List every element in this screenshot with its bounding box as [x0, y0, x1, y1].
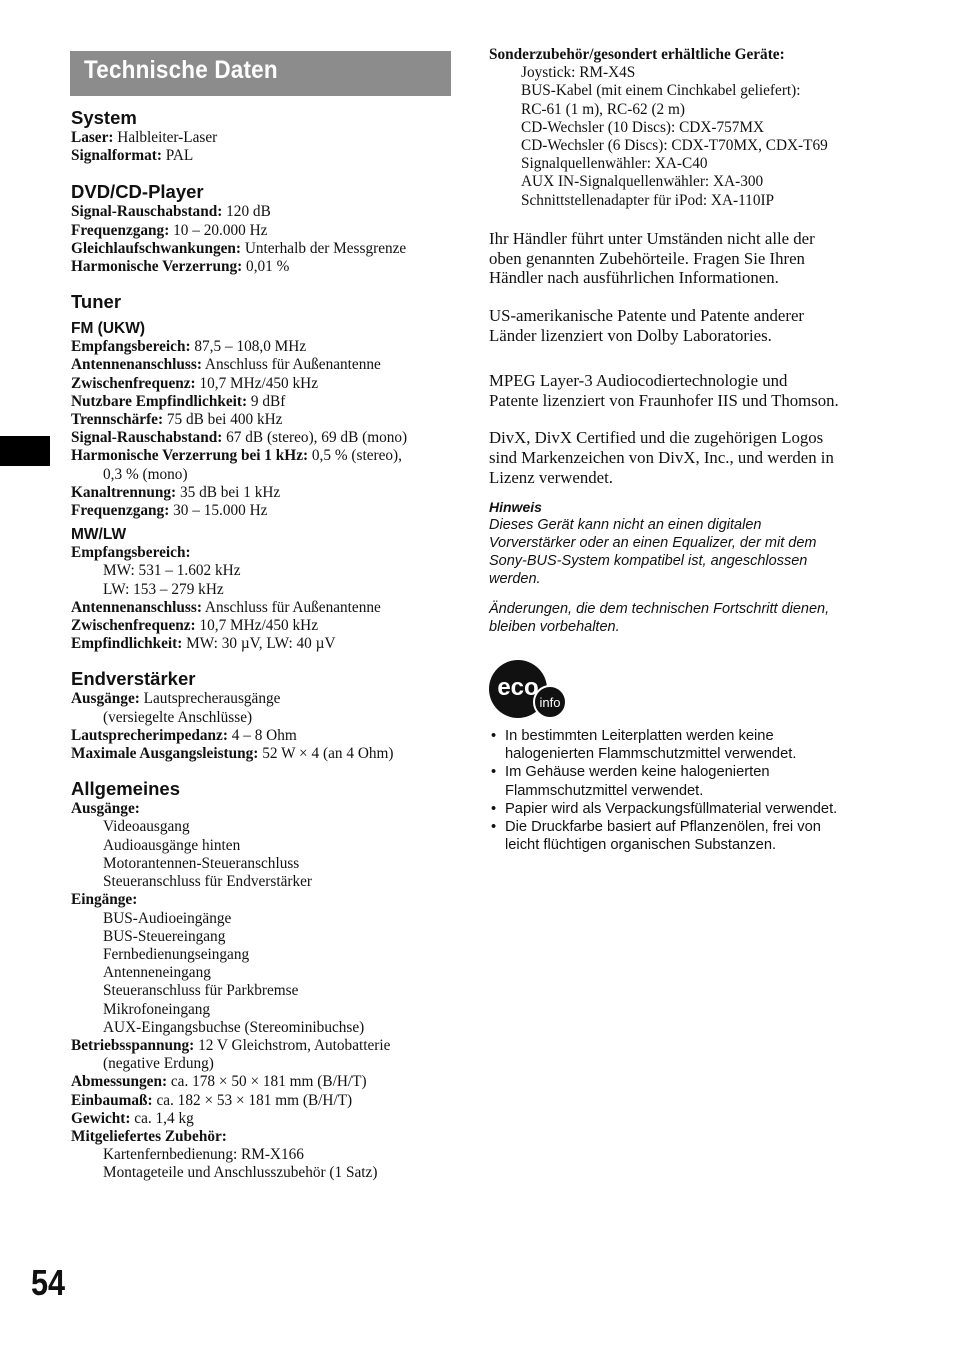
spec-line	[71, 727, 461, 745]
spec-value: Audioausgänge hinten	[103, 836, 241, 854]
eco-info-logo	[489, 658, 569, 722]
eco-logo-subtext: info	[539, 695, 561, 710]
spec-value: 52 W × 4 (an 4 Ohm)	[258, 745, 394, 763]
spec-line	[71, 818, 461, 836]
spec-key: Ausgänge:	[71, 690, 140, 708]
spec-key: Kanaltrennung:	[71, 483, 177, 501]
spec-value: AUX-Eingangsbuchse (Stereominibuchse)	[103, 1018, 365, 1036]
section-heading: System	[71, 107, 137, 128]
spec-key: Abmessungen:	[71, 1073, 168, 1091]
spec-key: Zwischenfrequenz:	[71, 374, 196, 392]
paragraph-dealer	[489, 229, 879, 288]
spec-key: Einbaumaß:	[71, 1091, 153, 1109]
spec-value: Steueranschluss für Endverstärker	[103, 873, 312, 891]
spec-value: Mikrofoneingang	[103, 1000, 211, 1018]
spec-line	[71, 393, 461, 411]
eco-bullet-line	[489, 836, 879, 854]
spec-key: Frequenzgang:	[71, 502, 170, 520]
spec-line	[71, 1037, 461, 1055]
accessory-item: AUX IN-Signalquellenwähler: XA-300	[521, 173, 764, 191]
spec-key: Antennenanschluss:	[71, 356, 202, 374]
spec-line	[71, 1110, 461, 1128]
eco-bullet-line	[489, 818, 879, 836]
spec-value: (negative Erdung)	[103, 1055, 214, 1073]
spec-key: Mitgeliefertes Zubehör:	[71, 1127, 227, 1145]
spec-value: Steueranschluss für Parkbremse	[103, 982, 299, 1000]
eco-bullet-text: leicht flüchtigen organischen Substanzen.	[505, 837, 777, 854]
eco-bullet-text: Papier wird als Verpackungsfüllmaterial verwendet.	[505, 800, 838, 817]
spec-line	[71, 873, 461, 891]
spec-key: Ausgänge:	[71, 800, 140, 818]
paragraph-line: DivX, DivX Certified und die zugehörigen Logos	[489, 428, 824, 448]
spec-line	[71, 1073, 461, 1091]
left-column	[71, 107, 461, 1183]
spec-lines	[71, 338, 461, 520]
paragraph-line: Patente lizenziert von Fraunhofer IIS und Thomson.	[489, 390, 839, 410]
spec-key: Zwischenfrequenz:	[71, 617, 196, 635]
spec-value: Videoausgang	[103, 818, 190, 836]
eco-bullet-text: Flammschutzmittel verwendet.	[505, 782, 704, 799]
spec-lines	[71, 129, 461, 165]
spec-lines	[71, 690, 461, 763]
spec-value: 4 – 8 Ohm	[227, 726, 297, 744]
accessory-item: BUS-Kabel (mit einem Cinchkabel geliefert):	[521, 82, 801, 100]
spec-line	[71, 1092, 461, 1110]
paragraph-line: sind Markenzeichen von DivX, Inc., und werden in	[489, 448, 834, 468]
paragraph-line: Lizenz verwendet.	[489, 468, 613, 487]
eco-bullet-line	[489, 782, 879, 800]
eco-bullet-line	[489, 727, 879, 745]
spec-value: BUS-Audioeingänge	[103, 909, 232, 927]
spec-value: Fernbedienungseingang	[103, 945, 250, 963]
accessory-item: Signalquellenwähler: XA-C40	[521, 155, 708, 173]
spec-key: Gleichlaufschwankungen:	[71, 239, 241, 257]
spec-line	[71, 690, 461, 708]
spec-line	[71, 581, 461, 599]
spec-line	[71, 837, 461, 855]
spec-value: Kartenfernbedienung: RM-X166	[103, 1146, 304, 1164]
spec-line	[71, 1001, 461, 1019]
note-line: bleiben vorbehalten.	[489, 618, 620, 635]
spec-value: 9 dBf	[247, 392, 286, 410]
spec-line	[71, 891, 461, 909]
accessories-list	[489, 64, 879, 210]
page-number: 54	[31, 1262, 66, 1303]
paragraph-line: Ihr Händler führt unter Umständen nicht alle der	[489, 228, 815, 248]
accessories-heading: Sonderzubehör/gesondert erhältliche Geräte:	[489, 46, 785, 63]
spec-value: Anschluss für Außenantenne	[201, 598, 381, 616]
spec-value: Anschluss für Außenantenne	[201, 356, 381, 374]
section-heading: DVD/CD-Player	[71, 181, 204, 203]
spec-key: Harmonische Verzerrung bei 1 kHz:	[71, 447, 309, 465]
spec-value: Lautsprecherausgänge	[139, 690, 281, 708]
note-text	[489, 516, 879, 589]
eco-bullet-list	[489, 727, 879, 854]
spec-key: Antennenanschluss:	[71, 598, 202, 616]
spec-line	[71, 1019, 461, 1037]
spec-value: MW: 30 µV, LW: 40 µV	[182, 635, 336, 653]
paragraph-dolby	[489, 306, 879, 346]
note-line: Sony-BUS-System kompatibel ist, angeschlossen	[489, 553, 808, 570]
spec-key: Harmonische Verzerrung:	[71, 258, 243, 276]
note-text-2	[489, 600, 879, 636]
section-tab-marker	[0, 436, 50, 466]
spec-value: PAL	[161, 147, 194, 165]
spec-key: Empfangsbereich:	[71, 338, 191, 356]
eco-bullet-line	[489, 745, 879, 763]
spec-key: Frequenzgang:	[71, 221, 170, 239]
bullet-icon: •	[491, 800, 497, 817]
spec-line	[71, 964, 461, 982]
eco-bullet-text: In bestimmten Leiterplatten werden keine	[505, 728, 774, 744]
spec-value: 0,3 % (mono)	[103, 465, 188, 483]
spec-key: Gewicht:	[71, 1109, 131, 1127]
spec-lines	[71, 800, 461, 1182]
accessory-item: CD-Wechsler (10 Discs): CDX-757MX	[521, 118, 765, 136]
spec-value: MW: 531 – 1.602 kHz	[103, 562, 241, 580]
spec-lines	[71, 203, 461, 276]
section-dvd	[71, 181, 461, 276]
subsection-heading: MW/LW	[71, 526, 127, 544]
spec-value: 30 – 15.000 Hz	[169, 502, 268, 520]
spec-line	[71, 1164, 461, 1182]
eco-bullet-text: Die Druckfarbe basiert auf Pflanzenölen, frei von	[505, 819, 821, 836]
spec-line	[71, 147, 461, 165]
spec-value: (versiegelte Anschlüsse)	[103, 708, 253, 726]
spec-line	[71, 222, 461, 240]
spec-value: 0,5 % (stereo),	[308, 447, 402, 465]
eco-bullet-text: Im Gehäuse werden keine halogenierten	[505, 764, 770, 781]
eco-logo-text: eco	[497, 674, 539, 701]
paragraph-line: MPEG Layer-3 Audiocodiertechnologie und	[489, 370, 788, 390]
spec-line	[71, 356, 461, 374]
spec-value: 10,7 MHz/450 kHz	[195, 374, 319, 392]
spec-value: Unterhalb der Messgrenze	[241, 239, 407, 257]
bullet-icon: •	[491, 728, 497, 744]
spec-line	[71, 1146, 461, 1164]
spec-line	[71, 375, 461, 393]
spec-line	[71, 338, 461, 356]
spec-line	[71, 1128, 461, 1146]
spec-key: Signal-Rauschabstand:	[71, 429, 223, 447]
eco-bullet-line	[489, 763, 879, 781]
spec-line	[71, 466, 461, 484]
accessory-item: CD-Wechsler (6 Discs): CDX-T70MX, CDX-T69	[521, 137, 828, 155]
spec-key: Maximale Ausgangsleistung:	[71, 745, 259, 763]
note-line: Änderungen, die dem technischen Fortschritt dienen,	[489, 600, 830, 617]
spec-line	[71, 447, 461, 465]
accessory-item: Joystick: RM-X4S	[521, 64, 636, 82]
section-heading: Allgemeines	[71, 778, 180, 800]
eco-bullet-text: halogenierten Flammschutzmittel verwendet.	[505, 746, 797, 763]
spec-key: Empfindlichkeit:	[71, 635, 183, 653]
spec-line	[71, 544, 461, 562]
spec-value: 0,01 %	[242, 258, 290, 276]
spec-key: Signalformat:	[71, 147, 162, 165]
spec-line	[71, 240, 461, 258]
spec-line	[71, 1055, 461, 1073]
note-line: werden.	[489, 571, 541, 588]
spec-key: Trennschärfe:	[71, 411, 164, 429]
paragraph-line: Länder lizenziert von Dolby Laboratories.	[489, 326, 772, 346]
spec-value: LW: 153 – 279 kHz	[103, 580, 224, 598]
note-line: Vorverstärker oder an einen Equalizer, der mit dem	[489, 535, 817, 551]
right-column	[489, 46, 879, 636]
spec-line	[71, 484, 461, 502]
spec-value: 12 V Gleichstrom, Autobatterie	[194, 1036, 391, 1054]
note-line: Dieses Gerät kann nicht an einen digitalen	[489, 516, 762, 533]
subsection-heading: FM (UKW)	[71, 320, 146, 338]
spec-line	[71, 745, 461, 763]
spec-line	[71, 617, 461, 635]
paragraph-divx	[489, 428, 879, 487]
paragraph-line: oben genannten Zubehörteile. Fragen Sie Ihren	[489, 248, 805, 268]
section-tuner	[71, 291, 461, 653]
spec-line	[71, 928, 461, 946]
spec-line	[71, 982, 461, 1000]
spec-value: Motorantennen-Steueranschluss	[103, 854, 300, 872]
spec-line	[71, 855, 461, 873]
section-heading: Endverstärker	[71, 668, 196, 690]
spec-line	[71, 203, 461, 221]
spec-line	[71, 709, 461, 727]
section-heading: Tuner	[71, 291, 122, 313]
bullet-icon: •	[491, 764, 497, 781]
spec-line	[71, 910, 461, 928]
spec-value: 75 dB bei 400 kHz	[163, 411, 283, 429]
section-amplifier	[71, 668, 461, 763]
section-system	[71, 107, 461, 165]
spec-line	[71, 411, 461, 429]
spec-value: 87,5 – 108,0 MHz	[190, 338, 307, 356]
spec-key: Signal-Rauschabstand:	[71, 203, 223, 221]
paragraph-mpeg	[489, 371, 879, 411]
spec-line	[71, 562, 461, 580]
spec-key: Betriebsspannung:	[71, 1036, 195, 1054]
eco-bullet-line	[489, 800, 879, 818]
spec-value: Montageteile und Anschlusszubehör (1 Satz)	[103, 1164, 378, 1182]
spec-value: 120 dB	[222, 203, 271, 221]
spec-value: ca. 178 × 50 × 181 mm (B/H/T)	[167, 1073, 367, 1091]
spec-value: 10 – 20.000 Hz	[169, 221, 268, 239]
spec-line	[71, 429, 461, 447]
section-general	[71, 778, 461, 1182]
spec-value: ca. 1,4 kg	[130, 1109, 194, 1127]
spec-value: Antenneneingang	[103, 964, 211, 982]
note-title: Hinweis	[489, 498, 542, 515]
accessory-item: RC-61 (1 m), RC-62 (2 m)	[521, 100, 686, 118]
spec-line	[71, 258, 461, 276]
spec-line	[71, 800, 461, 818]
spec-value: 10,7 MHz/450 kHz	[195, 617, 319, 635]
spec-key: Eingänge:	[71, 891, 138, 909]
spec-key: Laser:	[71, 129, 114, 146]
spec-key: Nutzbare Empfindlichkeit:	[71, 392, 248, 410]
spec-line	[71, 129, 461, 147]
spec-value: ca. 182 × 53 × 181 mm (B/H/T)	[152, 1091, 353, 1109]
spec-key: Empfangsbereich:	[71, 544, 191, 562]
paragraph-line: US-amerikanische Patente und Patente anderer	[489, 306, 804, 326]
spec-lines	[71, 544, 461, 653]
spec-value: BUS-Steuereingang	[103, 927, 226, 945]
spec-line	[71, 502, 461, 520]
spec-line	[71, 946, 461, 964]
spec-value: 35 dB bei 1 kHz	[176, 483, 281, 501]
paragraph-line: Händler nach ausführlichen Informationen.	[489, 268, 779, 288]
spec-value: Halbleiter-Laser	[113, 129, 218, 146]
spec-line	[71, 599, 461, 617]
accessory-item: Schnittstellenadapter für iPod: XA-110IP	[521, 191, 775, 209]
page-title: Technische Daten	[84, 56, 278, 84]
spec-value: 67 dB (stereo), 69 dB (mono)	[222, 429, 408, 447]
title-bar	[70, 51, 451, 96]
spec-line	[71, 635, 461, 653]
bullet-icon: •	[491, 819, 497, 836]
spec-key: Lautsprecherimpedanz:	[71, 726, 228, 744]
